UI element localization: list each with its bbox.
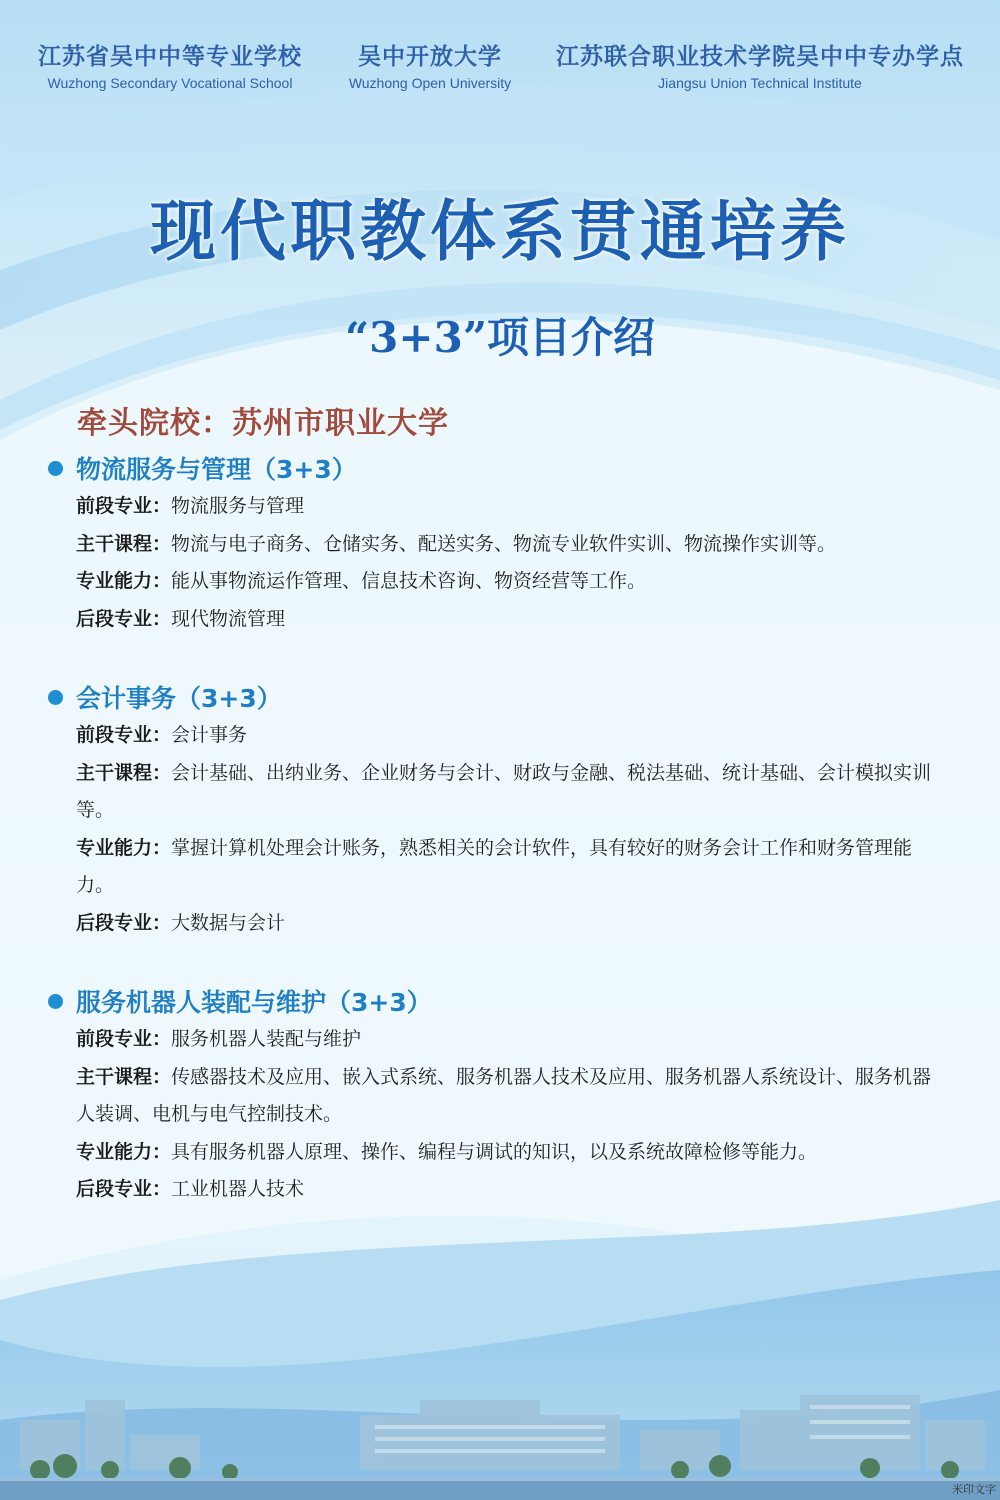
sub-title: “3+3”项目介绍: [345, 313, 655, 362]
program-accounting: [48, 679, 948, 942]
school-wuzhong-secondary: [30, 38, 310, 91]
program-heading: [48, 983, 948, 1019]
detail-label: 前段专业：: [76, 1028, 172, 1050]
program-heading: [48, 679, 948, 715]
detail-text: 现代物流管理: [171, 607, 286, 630]
watermark-text: 米印文字: [952, 1483, 996, 1496]
program-heading: [48, 450, 948, 486]
detail-label: 前段专业：: [76, 495, 172, 517]
school-name-cn: 江苏省吴中中等专业学校: [38, 44, 302, 70]
program-details: [76, 717, 948, 942]
program-details: [76, 488, 948, 638]
detail-row: [76, 601, 948, 639]
detail-row: [76, 755, 948, 830]
program-service-robot: [48, 983, 948, 1209]
detail-text: 会计基础、出纳业务、企业财务与会计、财政与金融、税法基础、统计基础、会计模拟实训等。: [76, 761, 932, 821]
detail-row: [76, 1171, 948, 1209]
program-logistics: [48, 450, 948, 638]
detail-label: 专业能力：: [76, 1140, 172, 1163]
bullet-dot-icon: [48, 690, 63, 705]
school-jiangsu-union: [550, 38, 970, 91]
program-title: 服务机器人装配与维护（3+3）: [76, 988, 432, 1017]
school-name-en: Jiangsu Union Technical Institute: [658, 75, 862, 91]
bullet-dot-icon: [48, 461, 63, 476]
detail-text: 大数据与会计: [171, 911, 286, 934]
detail-label: 专业能力：: [76, 836, 172, 859]
school-name-en: Wuzhong Open University: [348, 75, 512, 91]
detail-row: [76, 905, 948, 943]
detail-row: [76, 1059, 948, 1134]
detail-row: [76, 526, 948, 564]
detail-label: 主干课程：: [76, 532, 172, 555]
detail-text: 具有服务机器人原理、操作、编程与调试的知识，以及系统故障检修等能力。: [171, 1140, 818, 1163]
detail-text: 服务机器人装配与维护: [171, 1028, 362, 1050]
detail-text: 能从事物流运作管理、信息技术咨询、物资经营等工作。: [171, 570, 647, 592]
detail-row: [76, 1134, 948, 1172]
school-wuzhong-open-university: [340, 38, 520, 91]
detail-label: 后段专业：: [76, 911, 172, 934]
detail-text: 物流服务与管理: [171, 495, 305, 517]
detail-label: 主干课程：: [76, 1065, 172, 1088]
detail-label: 后段专业：: [76, 607, 172, 630]
bullet-dot-icon: [48, 994, 63, 1009]
detail-row: [76, 488, 948, 526]
detail-text: 掌握计算机处理会计账务，熟悉相关的会计软件，具有较好的财务会计工作和财务管理能力。: [76, 836, 913, 896]
detail-text: 传感器技术及应用、嵌入式系统、服务机器人技术及应用、服务机器人系统设计、服务机器人装调、电机与电气控制技术。: [76, 1065, 932, 1125]
detail-label: 前段专业：: [76, 724, 172, 746]
detail-text: 工业机器人技术: [171, 1178, 305, 1200]
program-title: 物流服务与管理（3+3）: [76, 455, 357, 484]
detail-label: 后段专业：: [76, 1178, 172, 1200]
main-title: 现代职教体系贯通培养: [150, 193, 850, 270]
school-name-en: Wuzhong Secondary Vocational School: [47, 75, 293, 91]
detail-label: 专业能力：: [76, 570, 172, 592]
detail-text: 物流与电子商务、仓储实务、配送实务、物流专业软件实训、物流操作实训等。: [171, 532, 837, 555]
program-title: 会计事务（3+3）: [76, 684, 282, 713]
school-name-cn: 江苏联合职业技术学院吴中中专办学点: [556, 44, 964, 70]
lead-school: 牵头院校：苏州市职业大学: [77, 406, 449, 441]
detail-row: [76, 717, 948, 755]
program-details: [76, 1021, 948, 1209]
detail-row: [76, 830, 948, 905]
detail-row: [76, 1021, 948, 1059]
detail-text: 会计事务: [171, 724, 248, 746]
detail-row: [76, 563, 948, 601]
school-name-cn: 吴中开放大学: [358, 44, 502, 70]
detail-label: 主干课程：: [76, 761, 172, 784]
